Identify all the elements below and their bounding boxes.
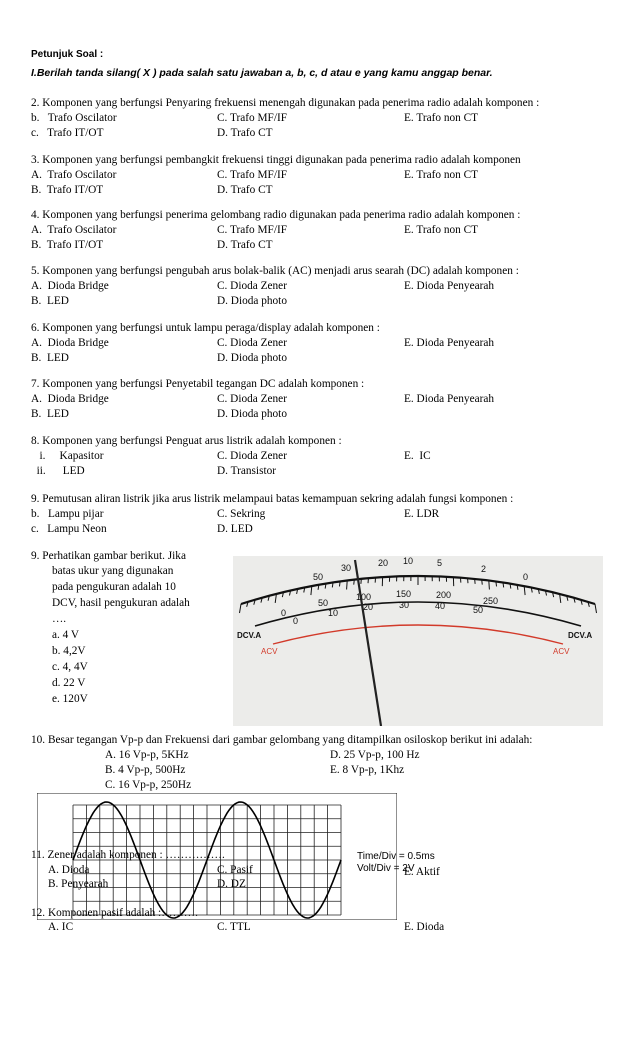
dial-label-low: 20 <box>363 602 374 612</box>
dial-tick <box>496 581 497 586</box>
q10-option-c[interactable]: C. 16 Vp-p, 250Hz <box>105 779 192 791</box>
dcva-label-right: DCV.A <box>568 631 593 640</box>
answer-option[interactable]: E. Dioda Penyearah <box>404 280 495 292</box>
answer-option[interactable]: D. Transistor <box>217 465 277 477</box>
multimeter-dial-image <box>233 556 603 726</box>
answer-option[interactable]: C. Dioda Zener <box>217 450 287 462</box>
dial-label-mid: 150 <box>396 589 412 599</box>
answer-option[interactable]: C. Trafo MF/IF <box>217 112 288 124</box>
dial-tick <box>339 581 340 586</box>
answer-option[interactable]: B. Trafo IT/OT <box>31 239 104 251</box>
question-stem: 6. Komponen yang berfungsi untuk lampu peraga/display adalah komponen : <box>31 322 380 334</box>
q11-stem: 11. Zener adalah komponen : ……………. <box>31 849 225 861</box>
dial-label-mid: 100 <box>356 592 372 602</box>
q11-option-c[interactable]: C. Pasif <box>217 864 253 876</box>
dial-label-top: 20 <box>378 558 389 568</box>
answer-option[interactable]: C. Trafo MF/IF <box>217 224 288 236</box>
dial-tick <box>332 582 333 587</box>
answer-option[interactable]: E. Trafo non CT <box>404 112 479 124</box>
q10-option-a[interactable]: A. 16 Vp-p, 5KHz <box>105 749 189 761</box>
dial-label-low: 10 <box>328 608 339 618</box>
answer-option[interactable]: ii. LED <box>31 465 85 477</box>
q9b-line: …. <box>52 613 67 625</box>
time-div-label: Time/Div = 0.5ms <box>357 851 435 862</box>
answer-option[interactable]: b. Trafo Oscilator <box>31 112 117 124</box>
q12-option-a[interactable]: A. IC <box>48 921 74 933</box>
dial-label-low: 40 <box>435 601 446 611</box>
q9b-option[interactable]: c. 4, 4V <box>52 661 88 673</box>
answer-option[interactable]: C. Sekring <box>217 508 266 520</box>
question-stem: 2. Komponen yang berfungsi Penyaring frekuensi menengah digunakan pada penerima radio adalah komponen : <box>31 97 540 109</box>
q11-option-d[interactable]: D. DZ <box>217 878 246 890</box>
q11-option-b[interactable]: B. Penyearah <box>48 878 109 890</box>
question-stem: 3. Komponen yang berfungsi pembangkit frekuensi tinggi digunakan pada penerima radio adalah komponen <box>31 154 521 166</box>
q11-option-e[interactable]: E. Aktif <box>404 866 440 878</box>
dial-label-low: 50 <box>473 605 484 615</box>
question-stem: 7. Komponen yang berfungsi Penyetabil tegangan DC adalah komponen : <box>31 378 365 390</box>
answer-option[interactable]: D. Dioda photo <box>217 408 287 420</box>
answer-option[interactable]: D. Trafo CT <box>217 239 273 251</box>
q12-stem: 12. Komponen pasif adalah :………. <box>31 907 198 919</box>
answer-option[interactable]: C. Dioda Zener <box>217 337 287 349</box>
answer-option[interactable]: E. Trafo non CT <box>404 224 479 236</box>
dial-tick <box>347 580 348 589</box>
answer-option[interactable]: A. Dioda Bridge <box>31 393 109 405</box>
q9b-line: 9. Perhatikan gambar berikut. Jika <box>31 550 186 562</box>
dial-label-top: 10 <box>403 556 414 566</box>
q12-option-e[interactable]: E. Dioda <box>404 921 445 933</box>
answer-option[interactable]: D. LED <box>217 523 253 535</box>
q10-option-e[interactable]: E. 8 Vp-p, 1Khz <box>330 764 405 776</box>
answer-option[interactable]: C. Trafo MF/IF <box>217 169 288 181</box>
q10-stem: 10. Besar tegangan Vp-p dan Frekuensi dari gambar gelombang yang ditampilkan osiloskop berikut ini adalah: <box>31 734 533 746</box>
dial-tick <box>482 580 483 585</box>
q9b-line: pada pengukuran adalah 10 <box>52 581 176 593</box>
dial-tick <box>489 580 490 589</box>
answer-option[interactable]: c. Lampu Neon <box>31 523 107 535</box>
question-stem: 9. Pemutusan aliran listrik jika arus listrik melampaui batas kemampuan sekring adalah fungsi komponen : <box>31 493 514 505</box>
acv-label-left: ACV <box>261 647 278 656</box>
dial-label-top: 50 <box>313 572 324 582</box>
dial-label-top: 0 <box>523 572 529 582</box>
q12-option-c[interactable]: C. TTL <box>217 921 251 933</box>
volt-div-label: Volt/Div = 2V <box>357 863 415 874</box>
answer-option[interactable]: A. Trafo Oscilator <box>31 224 117 236</box>
answer-option[interactable]: A. Dioda Bridge <box>31 337 109 349</box>
answer-option[interactable]: A. Dioda Bridge <box>31 280 109 292</box>
dial-label-mid: 50 <box>318 598 329 608</box>
q9b-option[interactable]: e. 120V <box>52 693 88 705</box>
dial-label-top: 30 <box>341 563 352 573</box>
question-stem: 8. Komponen yang berfungsi Penguat arus listrik adalah komponen : <box>31 435 342 447</box>
question-stem: 4. Komponen yang berfungsi penerima gelombang radio digunakan pada penerima radio adalah komponen : <box>31 209 521 221</box>
dial-label-mid: 200 <box>436 590 452 600</box>
answer-option[interactable]: B. Trafo IT/OT <box>31 184 104 196</box>
answer-option[interactable]: B. LED <box>31 408 69 420</box>
q9b-option[interactable]: a. 4 V <box>52 629 80 641</box>
q9b-option[interactable]: b. 4,2V <box>52 645 86 657</box>
answer-option[interactable]: E. LDR <box>404 508 440 520</box>
q10-option-d[interactable]: D. 25 Vp-p, 100 Hz <box>330 749 420 761</box>
acv-label-right: ACV <box>553 647 570 656</box>
dial-label-mid: 0 <box>281 608 287 618</box>
petunjuk-heading: Petunjuk Soal : <box>31 49 104 60</box>
answer-option[interactable]: D. Trafo CT <box>217 127 273 139</box>
answer-option[interactable]: D. Trafo CT <box>217 184 273 196</box>
answer-option[interactable]: D. Dioda photo <box>217 295 287 307</box>
q9b-line: DCV, hasil pengukuran adalah <box>52 597 190 609</box>
answer-option[interactable]: C. Dioda Zener <box>217 393 287 405</box>
dial-tick <box>503 582 504 587</box>
q11-option-a[interactable]: A. Dioda <box>48 864 90 876</box>
dial-label-mid: 250 <box>483 596 499 606</box>
answer-option[interactable]: D. Dioda photo <box>217 352 287 364</box>
answer-option[interactable]: i. Kapasitor <box>31 450 104 462</box>
dial-tick <box>354 580 355 585</box>
answer-option[interactable]: A. Trafo Oscilator <box>31 169 117 181</box>
q10-option-b[interactable]: B. 4 Vp-p, 500Hz <box>105 764 186 776</box>
answer-option[interactable]: B. LED <box>31 295 69 307</box>
answer-option[interactable]: C. Dioda Zener <box>217 280 287 292</box>
instruction-text: I.Berilah tanda silang( X ) pada salah satu jawaban a, b, c, d atau e yang kamu anggap benar. <box>31 67 493 79</box>
q9b-option[interactable]: d. 22 V <box>52 677 86 689</box>
dial-label-top: 2 <box>481 564 487 574</box>
answer-option[interactable]: b. Lampu pijar <box>31 508 104 520</box>
answer-option[interactable]: c. Trafo IT/OT <box>31 127 104 139</box>
dcva-label-left: DCV.A <box>237 631 262 640</box>
dial-label-low: 0 <box>293 616 299 626</box>
answer-option[interactable]: E. IC <box>404 450 431 462</box>
dial-label-low: 30 <box>399 600 410 610</box>
answer-option[interactable]: E. Dioda Penyearah <box>404 393 495 405</box>
answer-option[interactable]: E. Trafo non CT <box>404 169 479 181</box>
answer-option[interactable]: E. Dioda Penyearah <box>404 337 495 349</box>
question-stem: 5. Komponen yang berfungsi pengubah arus bolak-balik (AC) menjadi arus searah (DC) adalah komponen : <box>31 265 519 277</box>
dial-label-top: 5 <box>437 558 443 568</box>
answer-option[interactable]: B. LED <box>31 352 69 364</box>
q9b-line: batas ukur yang digunakan <box>52 565 174 577</box>
